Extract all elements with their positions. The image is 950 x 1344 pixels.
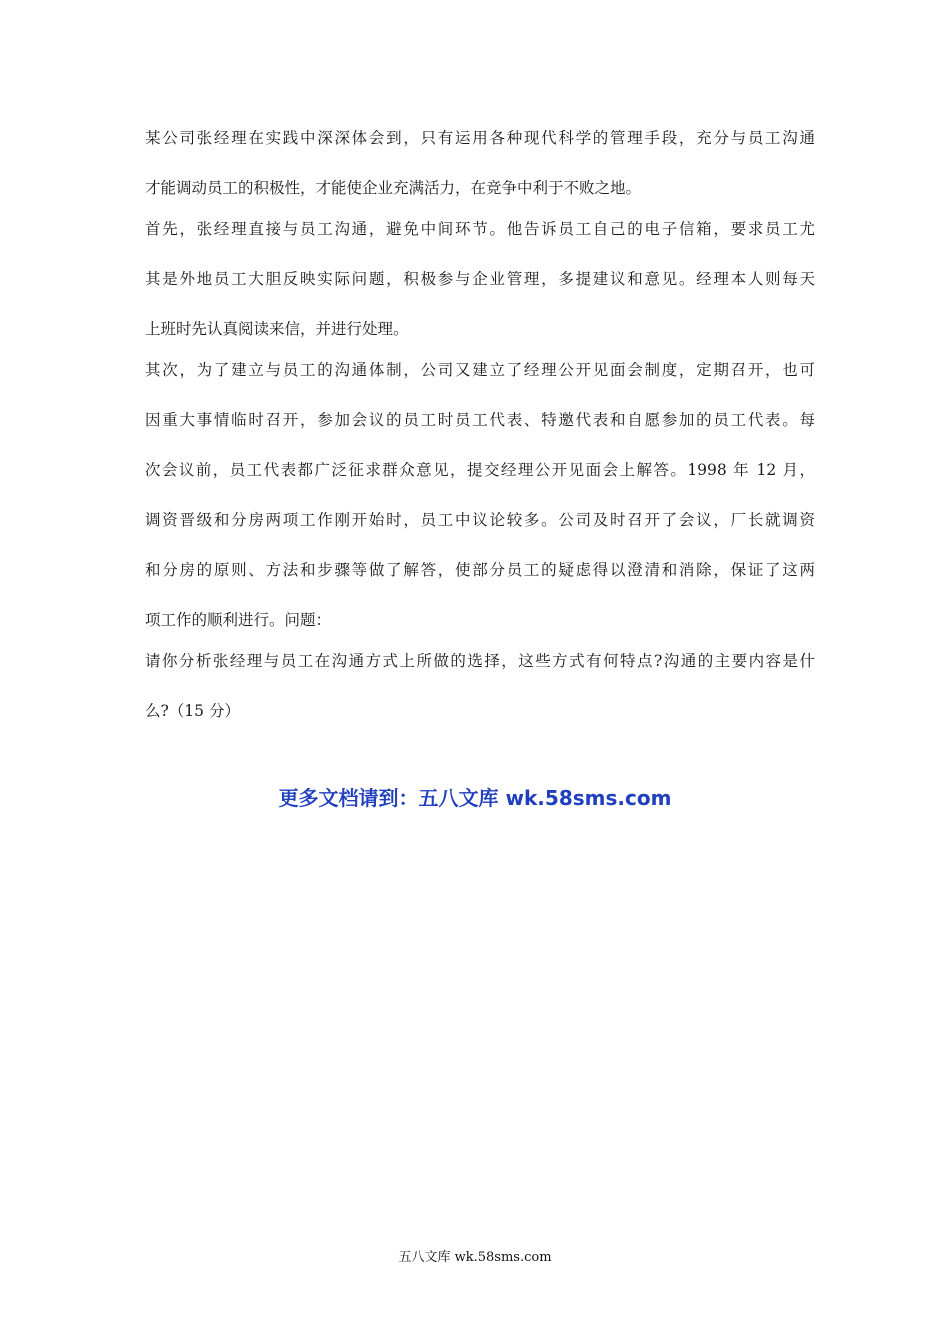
paragraph-line: 项工作的顺利进行。问题： xyxy=(145,611,332,629)
paragraph-line: 上班时先认真阅读来信，并进行处理。 xyxy=(145,320,409,338)
question-line: 么?（15 分） xyxy=(145,702,240,720)
paragraph-line: 才能调动员工的积极性，才能使企业充满活力，在竞争中利于不败之地。 xyxy=(145,179,642,197)
paragraph-line: 某公司张经理在实践中深深体会到，只有运用各种现代科学的管理手段，充分与员工沟通 xyxy=(145,129,815,147)
paragraph-line: 调资晋级和分房两项工作刚开始时，员工中议论较多。公司及时召开了会议，厂长就调资 xyxy=(145,511,815,529)
paragraph-line: 首先，张经理直接与员工沟通，避免中间环节。他告诉员工自己的电子信箱，要求员工尤 xyxy=(145,220,815,238)
paragraph-line: 其次，为了建立与员工的沟通体制，公司又建立了经理公开见面会制度，定期召开，也可 xyxy=(145,361,815,379)
promo-link[interactable]: 更多文档请到：五八文库 wk.58sms.com xyxy=(278,786,672,810)
paragraph-line: 其是外地员工大胆反映实际问题，积极参与企业管理，多提建议和意见。经理本人则每天 xyxy=(145,270,815,288)
paragraph-line: 因重大事情临时召开，参加会议的员工时员工代表、特邀代表和自愿参加的员工代表。每 xyxy=(145,411,815,429)
paragraph-line: 和分房的原则、方法和步骤等做了解答，使部分员工的疑虑得以澄清和消除，保证了这两 xyxy=(145,561,815,579)
page-footer: 五八文库 wk.58sms.com xyxy=(398,1250,552,1265)
paragraph-line: 次会议前，员工代表都广泛征求群众意见，提交经理公开见面会上解答。1998 年 12 月， xyxy=(145,461,815,479)
question-line: 请你分析张经理与员工在沟通方式上所做的选择，这些方式有何特点?沟通的主要内容是什 xyxy=(145,652,815,670)
